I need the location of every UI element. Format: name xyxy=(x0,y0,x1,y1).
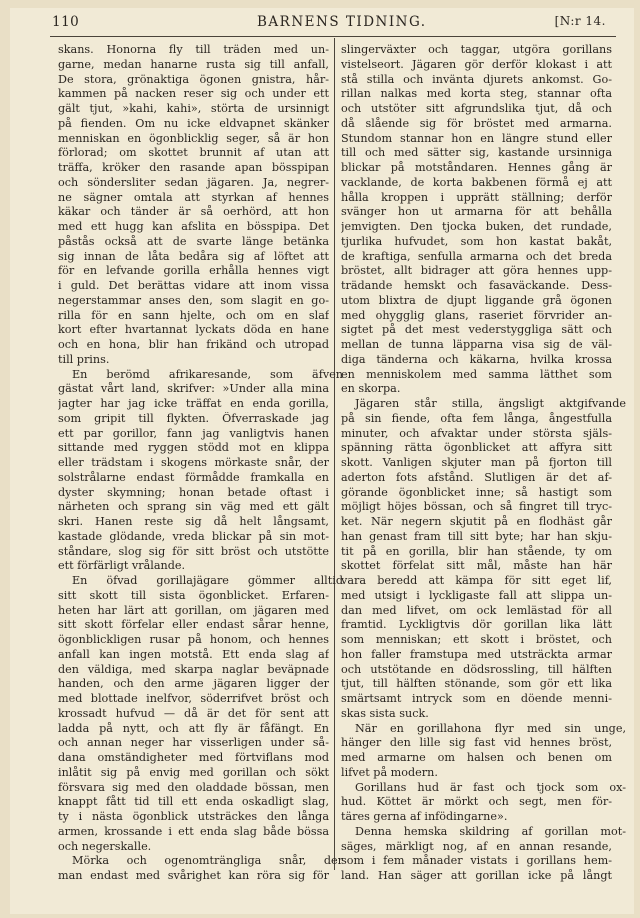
text-line: skas sista suck. xyxy=(341,706,429,720)
text-line: ne sägner omtala att styrkan af hennes xyxy=(58,190,329,204)
text-line: med blottade inelfvor, söderrifvet bröst och xyxy=(58,692,329,705)
text-line: hud. Köttet är mörkt och segt, men för- xyxy=(341,795,612,809)
text-line: till och med sätter sig, kastande ursinniga xyxy=(341,146,612,160)
text-line: sittande med ryggen stödd mot en klippa xyxy=(58,441,329,455)
text-line: de kraftiga, senfulla armarna och det breda xyxy=(341,249,612,263)
text-line: svänger hon ut armarna för att behålla xyxy=(341,205,612,219)
text-line: krossadt hufvud — då är det för sent att xyxy=(58,706,329,720)
text-line: till prins. xyxy=(58,352,110,366)
text-line: hålla kroppen i upprätt ställning; derför xyxy=(341,190,612,204)
text-line: jagter har jag icke träffat en enda gorilla, xyxy=(58,397,329,410)
text-line: utom blixtra de djupt liggande grå ögonen xyxy=(341,293,612,307)
text-line: försvara sig med den oladdade bössan, men xyxy=(58,780,329,794)
column-divider xyxy=(334,38,335,870)
right-column xyxy=(341,43,626,884)
text-line: med ett hugg kan afslita en bösspipa. Det xyxy=(58,220,329,233)
text-line: anfall kan ingen motstå. Ett enda slag af xyxy=(58,647,329,661)
text-line: aderton fots afstånd. Slutligen är det af- xyxy=(341,470,612,484)
text-line: på fienden. Om nu icke eldvapnet skänker xyxy=(58,116,329,130)
text-line: och utstötande en dödsrossling, till hälften xyxy=(341,662,612,676)
text-line: Gorillans hud är fast och tjock som ox- xyxy=(355,780,626,794)
text-line: och en hona, blir han frikänd och utropad xyxy=(58,338,329,351)
text-line: hänger den lille sig fast vid hennes bröst, xyxy=(341,736,612,750)
text-line: dana omständigheter med förtviflans mod xyxy=(58,751,329,764)
text-line: rillan nalkas med korta steg, stannar ofta xyxy=(341,87,612,101)
text-line: skri. Hanen reste sig då helt långsamt, xyxy=(58,515,329,528)
text-line: tjut, till hälften stönande, som gör ett lika xyxy=(341,677,612,691)
text-line: En berömd afrikaresande, som äfven xyxy=(72,367,343,381)
text-line: ett par gorillor, fann jag vanligtvis hanen xyxy=(58,426,329,440)
issue-number: [N:r 14. xyxy=(554,14,606,28)
text-line: med armarne om halsen och benen om xyxy=(341,751,612,764)
text-line: framtid. Lyckligtvis dör gorillan lika lätt xyxy=(341,618,612,632)
text-line: mellan de tunna läpparna visa sig de väl- xyxy=(341,338,612,351)
text-line: möjligt höjes bössan, och så fingret till tryc- xyxy=(341,500,612,514)
text-line: ögonblickligen rusar på honom, och hennes xyxy=(58,633,329,646)
text-line: armen, krossande i ett enda slag både bössa xyxy=(58,824,329,838)
text-line: slingerväxter och taggar, utgöra gorillans xyxy=(341,43,612,56)
text-line: jemvigten. Den tjocka buken, det rundade, xyxy=(341,220,612,233)
page-header xyxy=(52,10,612,36)
text-line: land. Han säger att gorillan icke på långt xyxy=(341,869,612,882)
text-line: negerstammar anses den, som slagit en go- xyxy=(58,293,329,307)
text-line: kammen på nacken reser sig och under ett xyxy=(58,87,329,101)
text-line: närheten och sprang sin väg med ett gält xyxy=(58,500,329,514)
text-line: sitt skott förfelar eller endast sårar henne, xyxy=(58,618,329,632)
text-line: Jägaren står stilla, ängsligt aktgifvande xyxy=(355,397,626,410)
text-line: minuter, och afvaktar under största själs- xyxy=(341,426,612,440)
text-line: När en gorillahona flyr med sin unge, xyxy=(355,721,626,735)
text-line: ket. När negern skjutit på en flodhäst går xyxy=(341,515,612,528)
text-line: påstås också att de svarte länge betänka xyxy=(58,234,329,248)
text-line: och utstöter sitt afgrundslika tjut, då och xyxy=(341,102,612,115)
text-line: kort efter hvartannat lyckats döda en hane xyxy=(58,323,329,337)
text-line: heten har lärt att gorillan, om jägaren med xyxy=(58,603,329,617)
text-line: en skorpa. xyxy=(341,382,401,396)
text-line: täres gerna af infödingarne». xyxy=(341,810,508,823)
text-line: som i fem månader vistats i gorillans hem- xyxy=(341,854,612,868)
text-line: Stundom stannar hon en längre stund eller xyxy=(341,131,612,145)
text-line: diga tänderna och käkarna, hvilka krossa xyxy=(341,352,612,366)
text-line: tit på en gorilla, blir han stående, ty om xyxy=(341,544,612,558)
text-line: gästat vårt land, skrifver: »Under alla mina xyxy=(58,382,329,396)
text-line: då slående sig för bröstet med armarna. xyxy=(341,116,612,130)
text-line: han genast fram till sitt byte; har han skju- xyxy=(341,529,612,543)
text-line: hon faller framstupa med utsträckta armar xyxy=(341,647,612,661)
text-line: görande ögonblicket inne; så hastigt som xyxy=(341,485,612,499)
text-line: förlorad; om skottet brunnit af utan att xyxy=(58,146,329,160)
text-line: som gripit till flykten. Öfverraskade jag xyxy=(58,411,329,425)
text-line: inlåtit sig på envig med gorillan och sökt xyxy=(58,765,329,779)
text-line: De stora, grönaktiga ögonen gnistra, hår- xyxy=(58,72,329,86)
text-line: handen, och den arme jägaren ligger der xyxy=(58,677,329,691)
left-column xyxy=(58,43,343,884)
text-line: den väldiga, med skarpa naglar beväpnade xyxy=(58,662,329,676)
text-line: Denna hemska skildring af gorillan mot- xyxy=(355,824,626,838)
text-line: skans. Honorna fly till träden med un- xyxy=(58,43,329,56)
text-line: stå stilla och invänta djurets ankomst. Go- xyxy=(341,72,612,86)
text-line: dan med lifvet, om ock lemlästad för all xyxy=(341,603,612,617)
text-line: för en lefvande gorilla erhålla hennes vigt xyxy=(58,264,329,278)
text-line: som menniskan; ett skott i bröstet, och xyxy=(341,633,612,646)
text-line: sigtet på det mest vederstyggliga sätt och xyxy=(341,323,612,337)
text-line: och söndersliter sedan jägaren. Ja, negrer- xyxy=(58,175,329,189)
text-line: rilla för en sann hjelte, och om en slaf xyxy=(58,308,329,322)
text-line: garne, medan hanarne rusta sig till anfall, xyxy=(58,57,329,71)
text-line: skottet förfelat sitt mål, måste han här xyxy=(341,559,612,573)
text-line: ladda på nytt, och att fly är fåfängt. En xyxy=(58,721,329,735)
text-line: och annan neger har visserligen under så- xyxy=(58,736,329,750)
text-line: kastade glödande, vreda blickar på sin mot- xyxy=(58,529,329,543)
text-line: smärtsamt intryck som en döende menni- xyxy=(341,692,612,705)
text-line: på sin fiende, ofta fem långa, ångestfulla xyxy=(341,411,612,425)
text-line: vara beredd att kämpa för sitt eget lif, xyxy=(341,574,612,587)
text-line: bröstet, allt bidrager att göra hennes upp- xyxy=(341,264,612,278)
text-line: dyster skymning; honan betade oftast i xyxy=(58,485,329,499)
text-line: med ohygglig glans, raseriet förvrider an- xyxy=(341,308,612,322)
text-line: trädande hemskt och fasaväckande. Dess- xyxy=(341,279,612,292)
text-line: sitt skott till sista ögonblicket. Erfaren- xyxy=(58,588,329,602)
text-line: sig innan de låta bedåra sig af löftet att xyxy=(58,249,329,263)
text-line: med utsigt i lyckligaste fall att slippa un- xyxy=(341,588,612,602)
text-line: säges, märkligt nog, af en annan resande, xyxy=(341,839,612,853)
text-line: skott. Vanligen skjuter man på fjorton till xyxy=(341,456,612,469)
text-line: knappt fått tid till ett enda oskadligt slag, xyxy=(58,795,329,809)
page-number: 110 xyxy=(52,14,80,30)
text-line: ståndare, slog sig för sitt bröst och utstötte xyxy=(58,544,329,558)
text-line: vacklande, de korta bakbenen förmå ej att xyxy=(341,175,612,189)
text-line: spänning rätta ögonblicket att affyra sitt xyxy=(341,441,612,455)
text-line: En öfvad gorillajägare gömmer alltid xyxy=(72,574,343,587)
text-line: Mörka och ogenomträngliga snår, der xyxy=(72,854,343,868)
text-line: menniskan en ögonblicklig seger, så är hon xyxy=(58,131,329,145)
text-line: lifvet på modern. xyxy=(341,765,438,779)
text-line: gält tjut, »kahi, kahi», störta de ursinnigt xyxy=(58,102,329,115)
text-line: ty i nästa ögonblick utsträckes den långa xyxy=(58,810,329,823)
text-line: ett förfärligt vrålande. xyxy=(58,559,186,573)
text-line: eller trädstam i skogens mörkaste snår, der xyxy=(58,456,329,469)
text-line: man endast med svårighet kan röra sig för xyxy=(58,869,329,882)
text-line: vistelseort. Jägaren gör derför klokast i att xyxy=(341,57,612,71)
text-line: solstrålarne endast förmådde framkalla en xyxy=(58,470,329,484)
text-line: käkar och tänder är så oerhörd, att hon xyxy=(58,205,329,219)
text-line: i guld. Det berättas vidare att inom vissa xyxy=(58,279,329,292)
text-line: träffa, kröker den rasande apan bösspipan xyxy=(58,161,329,174)
text-line: blickar på motståndaren. Hennes gång är xyxy=(341,161,612,174)
header-rule xyxy=(50,36,616,37)
text-line: en menniskolem med samma lätthet som xyxy=(341,367,612,381)
text-line: tjurlika hufvudet, som hon kastat bakåt, xyxy=(341,234,612,248)
publication-title: BARNENS TIDNING. xyxy=(257,14,427,30)
text-line: och negerskalle. xyxy=(58,839,152,853)
